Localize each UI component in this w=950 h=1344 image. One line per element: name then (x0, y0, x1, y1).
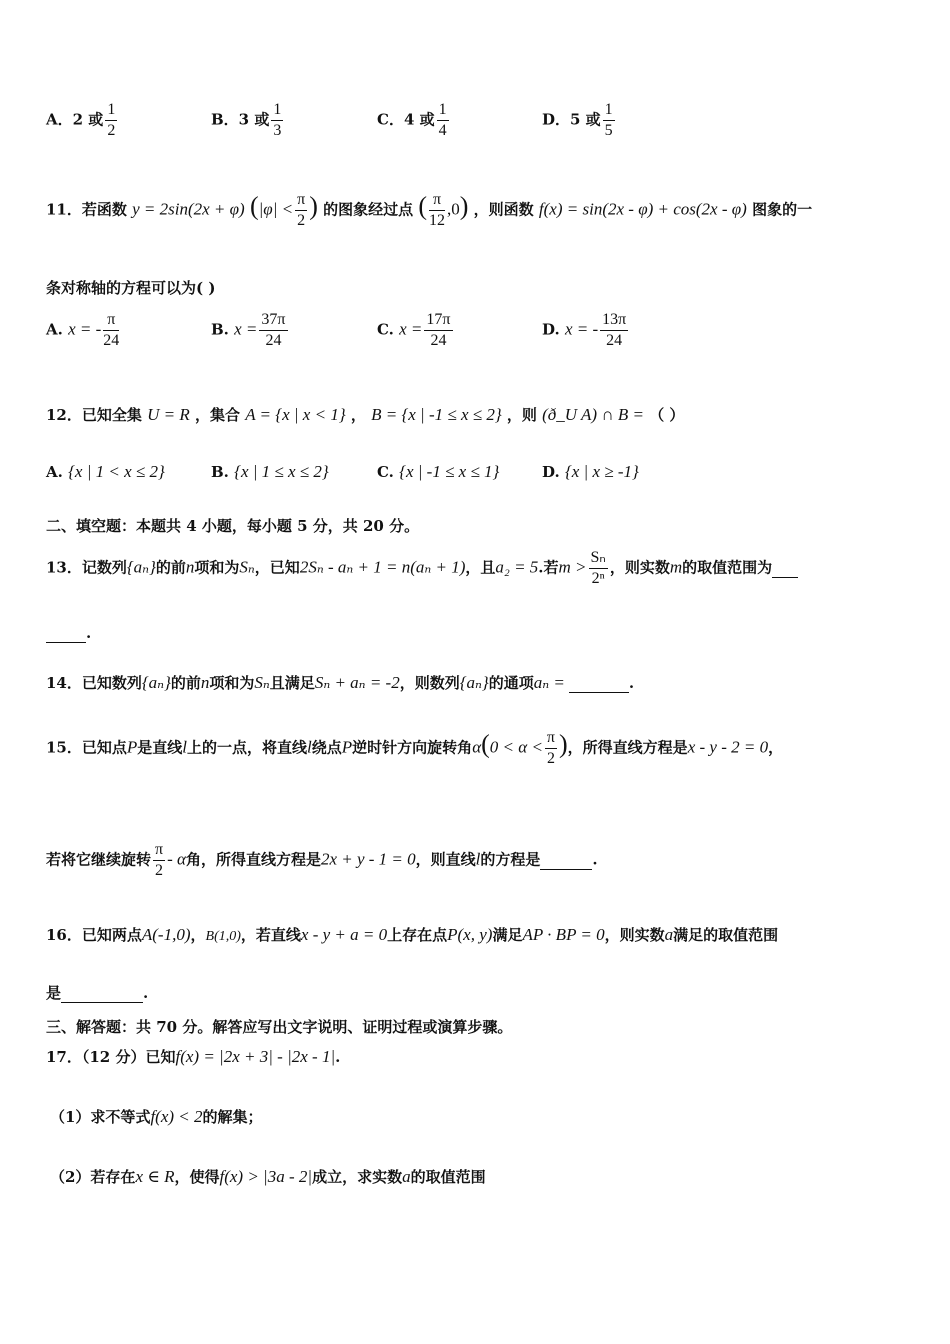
q10-option-b-fraction (271, 100, 283, 141)
q13-text: 的前 (155, 558, 186, 577)
option-label: A. (46, 463, 63, 481)
fraction-denominator: 4 (438, 122, 447, 139)
fraction-numerator: π (103, 310, 119, 331)
option-set: {x | -1 ≤ x ≤ 1} (399, 462, 500, 481)
q11-function: y = 2sin(2x + φ) (132, 199, 245, 219)
q14-text: 的通项 (488, 674, 534, 692)
q13-n: n (185, 557, 195, 577)
q15-equation-1: x - y - 2 = 0 (687, 737, 769, 757)
q10-option-c-fraction (437, 100, 449, 141)
q15-text: ，则直线 (415, 850, 476, 869)
fraction-denominator: 24 (265, 332, 282, 349)
q16-prefix: 16．已知两点 (46, 926, 142, 944)
q14-equation: Sₙ + aₙ = -2 (314, 673, 400, 692)
option-label: D. (542, 463, 560, 481)
fraction-denominator: 24 (606, 332, 623, 349)
q11-mid-text-2: ，则函数 (473, 200, 534, 219)
q15-l: l (182, 737, 188, 757)
fraction-denominator: 2 (155, 862, 164, 879)
left-paren: ( (481, 729, 490, 759)
q12-mid-text-2: ，则 (506, 406, 537, 424)
option-fraction (259, 310, 287, 351)
q14-sequence: {aₙ} (141, 673, 171, 692)
q11-stem (46, 190, 812, 231)
q15-l: l (475, 849, 481, 869)
q14-an: aₙ = (533, 673, 565, 692)
q15-p: P (341, 737, 353, 757)
q15-text: 绕点 (311, 738, 342, 757)
q13-text: .若 (538, 558, 559, 577)
left-paren: ( (418, 191, 428, 221)
q12-option-b (211, 462, 329, 482)
fraction-numerator: 1 (271, 100, 283, 121)
q12-prefix: 12．已知全集 (46, 406, 142, 424)
fraction-denominator: 24 (103, 332, 120, 349)
q13-answer-blank (772, 559, 798, 578)
q13-text: ，则实数 (609, 558, 670, 577)
q15-l: l (307, 737, 312, 757)
q14-n: n (200, 673, 210, 692)
q15-text: 是直线 (137, 738, 183, 757)
section-3-heading: 三、解答题：共 70 分。解答应写出文字说明、证明过程或演算步骤。 (46, 1018, 513, 1036)
fraction-numerator: π (153, 840, 165, 861)
q10-option-b-label: B．3 或 (211, 110, 270, 129)
q12-answer-paren: （ ） (649, 406, 685, 424)
q15-prefix: 15．已知点 (46, 738, 127, 757)
section-2-heading: 二、填空题：本题共 4 小题，每小题 5 分，共 20 分。 (46, 517, 420, 535)
q12-expression: (ð_U A) ∩ B = (542, 405, 644, 424)
q11-stem-line2: 条对称轴的方程可以为( ) (46, 279, 216, 297)
q13-fraction (589, 548, 608, 589)
q15-equation-2: 2x + y - 1 = 0 (320, 849, 416, 869)
q16-point-b: B(1,0) (205, 929, 241, 944)
option-lhs: x = - (68, 319, 102, 339)
q12-set-b: B = {x | -1 ≤ x ≤ 2} (371, 405, 502, 424)
q17-function: f(x) = |2x + 3| - |2x - 1| (175, 1047, 336, 1066)
q11-mid-text: 的图象经过点 (323, 200, 414, 219)
q15-answer-blank (540, 851, 592, 870)
q11-option-c (377, 310, 455, 351)
q14-answer-blank (569, 674, 629, 693)
q13-end: . (86, 624, 92, 642)
q13-answer-blank-2 (46, 624, 86, 643)
q14-text: 项和为 (209, 674, 255, 692)
fraction-numerator: π (295, 190, 307, 211)
q17-part1-prefix: （1）求不等式 (50, 1108, 151, 1126)
q17-end: . (335, 1048, 341, 1066)
q16-text: 满足 (492, 926, 523, 944)
q10-option-b (211, 100, 285, 141)
q15-stem-line2 (46, 840, 598, 881)
q15-text: 的方程是 (480, 850, 541, 869)
option-label: D. (542, 320, 560, 339)
option-lhs: x = - (564, 319, 599, 339)
q15-text: 角，所得直线方程是 (185, 850, 321, 869)
q14-text: 且满足 (269, 674, 315, 692)
q15-minus-alpha: - α (167, 849, 186, 869)
q15-text: ，所得直线方程是 (567, 738, 688, 757)
q10-option-c-label: C．4 或 (377, 110, 435, 129)
q17-part-1 (50, 1106, 263, 1127)
q16-dot-product: AP · BP = 0 (522, 925, 605, 944)
option-set: {x | 1 ≤ x ≤ 2} (234, 462, 329, 481)
q10-option-a-label: A．2 或 (46, 110, 104, 129)
q11-option-d (542, 310, 630, 351)
q15-line2-prefix: 若将它继续旋转 (46, 850, 152, 869)
q16-line-equation: x - y + a = 0 (300, 925, 388, 944)
q17-part2-x: x ∈ R (135, 1167, 175, 1186)
q12-option-c (377, 462, 499, 482)
q16-text: ，则实数 (604, 926, 665, 944)
fraction-numerator: π (545, 728, 557, 749)
q12-stem (46, 404, 684, 425)
q15-alpha: α (472, 737, 482, 757)
fraction-numerator: 13π (600, 310, 628, 331)
q15-fraction (545, 728, 557, 769)
q11-condition: |φ| < (258, 199, 294, 219)
q13-text: 项和为 (194, 558, 240, 577)
q13-text: ，已知 (254, 558, 300, 577)
q13-stem-line2 (46, 624, 91, 643)
fraction-numerator: 1 (105, 100, 117, 121)
q15-end: . (592, 850, 598, 869)
option-label: B. (211, 463, 229, 481)
q17-part1-inequality: f(x) < 2 (150, 1107, 203, 1126)
q11-point-fraction (429, 190, 445, 231)
q16-stem (46, 924, 778, 945)
q16-end: . (143, 984, 149, 1002)
q13-m-var: m (669, 557, 683, 577)
option-fraction (103, 310, 119, 351)
option-set: {x | x ≥ -1} (564, 462, 639, 481)
q10-option-d-label: D．5 或 (542, 110, 601, 129)
fraction-denominator: 24 (430, 332, 447, 349)
q16-separator: ， (190, 926, 206, 944)
q13-a2: a₂ = 5 (495, 557, 539, 577)
q10-option-c (377, 100, 451, 141)
q14-sequence-2: {aₙ} (459, 673, 489, 692)
q14-end: . (628, 674, 635, 692)
q17-part-2 (50, 1166, 486, 1187)
q14-sn: Sₙ (254, 673, 270, 692)
q17-stem (46, 1046, 340, 1067)
q11-option-b (211, 310, 290, 351)
q15-stem (46, 728, 783, 769)
q14-prefix: 14．已知数列 (46, 674, 142, 692)
q16-point-p: P(x, y) (447, 925, 493, 944)
q13-text: 的取值范围为 (682, 558, 773, 577)
q15-text: 上的一点，将直线 (187, 738, 308, 757)
fraction-denominator: 12 (429, 212, 446, 229)
q16-a: a (664, 925, 674, 944)
fraction-numerator: 1 (603, 100, 615, 121)
q17-part2-mid: ，使得 (174, 1168, 220, 1186)
q12-separator: ， (350, 406, 366, 424)
q10-option-a-fraction (105, 100, 117, 141)
fraction-denominator: 2 (297, 212, 306, 229)
q14-text: ，则数列 (399, 674, 460, 692)
q17-part2-a: a (402, 1167, 411, 1186)
option-label: A. (46, 320, 63, 339)
q12-universe: U = R (147, 405, 190, 424)
option-label: C. (377, 320, 394, 339)
q11-option-a (46, 310, 121, 351)
q13-equation: 2Sₙ - aₙ + 1 = n(aₙ + 1) (299, 557, 466, 577)
q11-point-tail: ,0 (447, 199, 460, 219)
q16-text: 上存在点 (387, 926, 448, 944)
fraction-denominator: 2 (546, 750, 555, 767)
q17-prefix: 17．（12 分）已知 (46, 1048, 176, 1066)
option-lhs: x = (399, 319, 423, 339)
q11-tail: 图象的一 (752, 200, 813, 219)
fraction-denominator: 5 (604, 122, 613, 139)
fraction-numerator: Sₙ (589, 548, 608, 569)
q12-option-d (542, 462, 639, 482)
q10-option-d-fraction (603, 100, 615, 141)
q17-part2-inequality: f(x) > |3a - 2| (219, 1167, 313, 1186)
option-fraction (600, 310, 628, 351)
fraction-denominator: 2 (107, 122, 116, 139)
q14-text: 的前 (170, 674, 201, 692)
fraction-denominator: 2ⁿ (591, 570, 605, 587)
fraction-numerator: 17π (424, 310, 452, 331)
q11-prefix: 11．若函数 (46, 200, 127, 219)
q16-stem-line2 (46, 982, 148, 1003)
fraction-numerator: 37π (259, 310, 287, 331)
right-paren: ) (309, 191, 318, 221)
q12-mid-text: ，集合 (194, 406, 240, 424)
q16-text: 满足的取值范围 (673, 926, 779, 944)
q15-text: 逆时针方向旋转角 (352, 738, 473, 757)
fraction-numerator: 1 (437, 100, 449, 121)
q13-sequence: {aₙ} (126, 557, 156, 577)
q11-function-2: f(x) = sin(2x - φ) + cos(2x - φ) (538, 199, 747, 219)
fraction-numerator: π (429, 190, 445, 211)
q13-prefix: 13．记数列 (46, 558, 127, 577)
option-label: C. (377, 463, 394, 481)
option-set: {x | 1 < x ≤ 2} (68, 462, 165, 481)
q13-text: ，且 (465, 558, 496, 577)
q17-part2-prefix: （2）若存在 (50, 1168, 136, 1186)
q13-stem (46, 548, 798, 589)
q12-option-a (46, 462, 165, 482)
left-paren: ( (249, 191, 259, 221)
fraction-denominator: 3 (273, 122, 282, 139)
q15-condition: 0 < α < (489, 737, 543, 757)
q15-fraction-2 (153, 840, 165, 881)
q16-point-a: A(-1,0) (141, 925, 191, 944)
q11-condition-fraction (295, 190, 307, 231)
q17-part1-tail: 的解集； (202, 1108, 263, 1126)
right-paren: ) (559, 729, 568, 759)
q10-option-d (542, 100, 617, 141)
q16-line2-text: 是 (46, 984, 62, 1002)
q13-sn: Sₙ (239, 557, 255, 577)
q12-set-a: A = {x | x < 1} (245, 405, 346, 424)
q17-part2-end: 的取值范围 (410, 1168, 486, 1186)
option-lhs: x = (234, 319, 258, 339)
right-paren: ) (459, 191, 469, 221)
q15-text: ， (768, 738, 784, 757)
q17-part2-tail: 成立，求实数 (312, 1168, 403, 1186)
q14-stem (46, 672, 634, 693)
option-fraction (424, 310, 452, 351)
q15-p: P (126, 737, 138, 757)
q16-answer-blank (61, 984, 143, 1003)
option-label: B. (211, 320, 229, 339)
q16-text: ，若直线 (240, 926, 301, 944)
q13-m: m > (558, 557, 587, 577)
q10-option-a (46, 100, 119, 141)
